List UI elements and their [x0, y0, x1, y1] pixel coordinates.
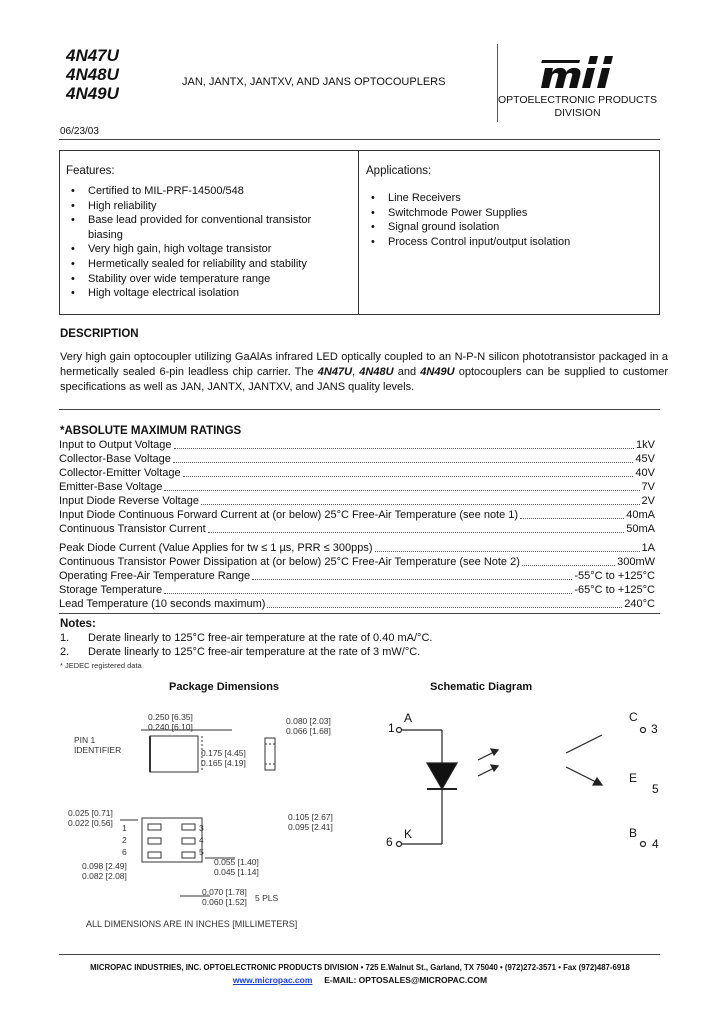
feature-item: • Certified to MIL-PRF-14500/548: [66, 184, 346, 199]
anode-label: A: [404, 711, 413, 725]
dim-pls: 5 PLS: [255, 893, 279, 903]
document-title: JAN, JANTX, JANTXV, AND JANS OPTOCOUPLERS: [182, 76, 446, 88]
footer-address: MICROPAC INDUSTRIES, INC. OPTOELECTRONIC PRODUCTS DIVISION • 725 E.Walnut St., Garland, TX 75040 • (972)272-3571 • Fax (972)487-6918: [90, 963, 630, 972]
footer: [60, 962, 660, 986]
pin-1-label: 1: [388, 721, 395, 735]
feature-item: • Base lead provided for conventional transistor biasing: [66, 213, 323, 242]
note-item: 2. Derate linearly to 125°C free-air temperature at the rate of 3 mW/°C.: [60, 646, 421, 658]
notes-list: [60, 631, 432, 659]
notes-heading: Notes:: [60, 618, 96, 630]
jedec-note: * JEDEC registered data: [60, 661, 142, 670]
mii-logo: [539, 56, 615, 90]
divider: [59, 139, 660, 140]
pin-5-label: 5: [652, 782, 659, 796]
package-top-view: [150, 736, 198, 772]
pin-numbers-right: 3 4 5: [199, 823, 204, 857]
rating-row: Input Diode Continuous Forward Current at (or below) 25°C Free-Air Temperature (see note 1) 40mA: [59, 509, 655, 521]
divider: [59, 954, 660, 955]
footer-email[interactable]: E-MAIL: OPTOSALES@MICROPAC.COM: [324, 975, 488, 985]
pin-6-label: 6: [386, 835, 393, 849]
features-applications-box: [59, 150, 660, 315]
part-numbers: [66, 47, 119, 104]
pin-numbers-left: 1 2 6: [122, 823, 127, 857]
pin-3-label: 3: [651, 722, 658, 736]
dim-pad-span: 0.105 [2.67] 0.095 [2.41]: [288, 812, 333, 832]
document-date: 06/23/03: [60, 126, 99, 137]
division-label: OPTOELECTRONIC PRODUCTS DIVISION: [497, 94, 658, 119]
rating-row: Lead Temperature (10 seconds maximum) 240°C: [59, 598, 655, 610]
feature-item: • Very high gain, high voltage transistor: [66, 242, 346, 257]
rating-row: Collector-Base Voltage 45V: [59, 453, 655, 465]
application-item: • Switchmode Power Supplies: [366, 206, 646, 221]
rating-row: Continuous Transistor Current 50mA: [59, 523, 655, 535]
applications-section: [366, 165, 646, 249]
package-title: Package Dimensions: [169, 681, 280, 693]
ratings-table: [59, 438, 655, 611]
application-item: • Signal ground isolation: [366, 220, 646, 235]
dim-pad-length: 0.055 [1.40] 0.045 [1.14]: [214, 857, 259, 877]
divider: [59, 409, 660, 410]
emitter-label: E: [629, 771, 638, 785]
dim-pitch: 0.070 [1.78] 0.060 [1.52]: [202, 887, 247, 907]
pin1-identifier-label: PIN 1 IDENTIFIER: [74, 735, 122, 755]
part-number: 4N47U: [66, 46, 119, 65]
description-text: Very high gain optocoupler utilizing GaAlAs infrared LED optically coupled to an N-P-N silicon phototransistor packaged in a hermetically sealed 6-pin leadless chip carrier. The 4N47U, 4N48U and 4N49U optocouplers can be supplied to customer specifications as well as JAN, JANTX, JANTXV, and JANS quality levels.: [60, 351, 668, 393]
note-item: 1. Derate linearly to 125°C free-air temperature at the rate of 0.40 mA/°C.: [60, 632, 433, 644]
dim-height: 0.080 [2.03] 0.066 [1.68]: [286, 716, 331, 736]
base-label: B: [629, 826, 638, 840]
cathode-label: K: [404, 827, 413, 841]
rating-row: Operating Free-Air Temperature Range -55°C to +125°C: [59, 570, 655, 582]
package-bottom-view: [142, 818, 202, 862]
ratings-heading: *ABSOLUTE MAXIMUM RATINGS: [60, 425, 242, 437]
rating-row: Input to Output Voltage 1kV: [59, 439, 655, 451]
feature-item: • High reliability: [66, 199, 346, 214]
features-heading: Features:: [66, 165, 115, 177]
schematic-drawing: [380, 705, 670, 855]
feature-item: • Stability over wide temperature range: [66, 272, 346, 287]
feature-item: • Hermetically sealed for reliability and stability: [66, 257, 346, 272]
applications-heading: Applications:: [366, 165, 432, 177]
part-number: 4N49U: [66, 84, 119, 103]
collector-label: C: [629, 710, 638, 724]
dim-width: 0.250 [6.35] 0.240 [6.10]: [148, 712, 193, 732]
dim-pad-width: 0.025 [0.71] 0.022 [0.56]: [68, 808, 113, 828]
rating-row: Peak Diode Current (Value Applies for tw ≤ 1 µs, PRR ≤ 300pps) 1A: [59, 542, 655, 554]
application-item: • Line Receivers: [366, 191, 646, 206]
rating-row: Storage Temperature -65°C to +125°C: [59, 584, 655, 596]
description-heading: DESCRIPTION: [60, 328, 139, 340]
dimensions-note: ALL DIMENSIONS ARE IN INCHES [MILLIMETERS]: [86, 919, 298, 929]
pin-4-label: 4: [652, 837, 659, 851]
website-link[interactable]: www.micropac.com: [232, 975, 313, 985]
feature-item: • High voltage electrical isolation: [66, 286, 346, 301]
part-number: 4N48U: [66, 65, 119, 84]
features-section: [66, 165, 346, 301]
rating-row: Collector-Emitter Voltage 40V: [59, 467, 655, 479]
rating-row: Continuous Transistor Power Dissipation at (or below) 25°C Free-Air Temperature (see Note 2) 300mW: [59, 556, 655, 568]
application-item: • Process Control input/output isolation: [366, 235, 646, 250]
rating-row: Emitter-Base Voltage 7V: [59, 481, 655, 493]
divider: [59, 613, 660, 614]
dim-pad-offset: 0.098 [2.49] 0.082 [2.08]: [82, 861, 127, 881]
schematic-title: Schematic Diagram: [430, 681, 533, 693]
rating-row: Input Diode Reverse Voltage 2V: [59, 495, 655, 507]
dim-length: 0.175 [4.45] 0.165 [4.19]: [201, 748, 246, 768]
